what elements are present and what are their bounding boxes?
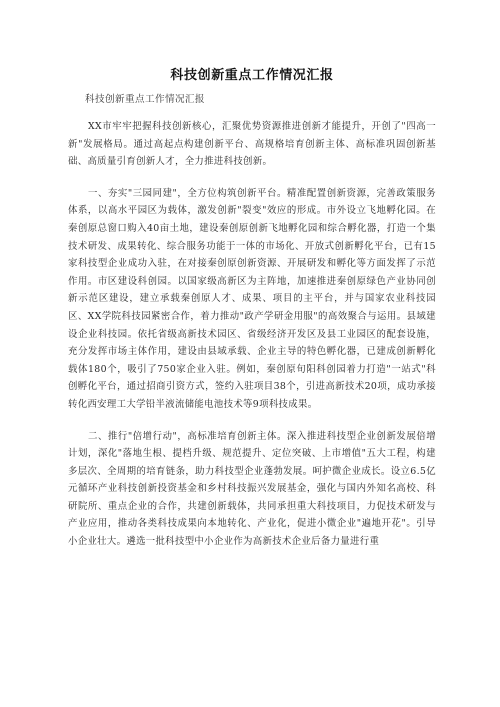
paragraph-section-one: 一、夯实"三园同建"，全方位构筑创新平台。精准配置创新资源，完善政策服务体系，以高水平园区为载体，激发创新"裂变"效应的形成。市外设立飞地孵化园。在秦创原总窗口购入40亩土地，建设秦创原创新飞地孵化园和综合孵化器，打造一个集技术研发、成果转化、综合服务功能于一体的市场化、开放式创新孵化平台，已有15家科技型企业成功入驻，在对接秦创原创新资源、开展研发和孵化等方面发挥了示范作用。市区建设科创园。以国家级高新区为主阵地，加速推进秦创原绿色产业协同创新示范区建设，建立承载秦创原人才、成果、项目的主平台，并与国家农业科技园区、XX学院科技园紧密合作，着力推动"政产学研金用服"的高效聚合与运用。县域建设企业科技园。依托省级高新技术园区、省级经济开发区及县工业园区的配套设施，充分发挥市场主体作用，建设由县域承载、企业主导的特色孵化器，已建成创新孵化载体180个，吸引了750家企业入驻。例如，秦创原旬阳科创园着力打造"一站式"科创孵化平台，通过招商引资方式，签约入驻项目38个，引进高新技术20项，成功承接转化西安理工大学铅半液流储能电池技术等9项科技成果。 (68, 187, 436, 410)
paragraph-section-two: 二、推行"倍增行动"，高标准培育创新主体。深入推进科技型企业创新发展倍增计划，深化"落地生根、提档升级、规范提升、定位突破、上市增值"五大工程，构建多层次、全周期的培育链条，助力科技型企业蓬勃发展。呵护微企业成长。设立6.5亿元循环产业科技创新投资基金和乡村科技振兴发展基金，强化与国内外知名高校、科研院所、重点企业的合作，共建创新载体，共同承担重大科技项目，力促技术研发与产业应用，推动各类科技成果向本地转化、产业化，促进小微企业"遍地开花"。引导小企业壮大。遴选一批科技型中小企业作为高新技术企业后备力量进行重 (68, 430, 436, 548)
paragraph-intro: XX市牢牢把握科技创新核心，汇聚优势资源推进创新才能提升，开创了"四高一新"发展格局。通过高起点构建创新平台、高规格培育创新主体、高标准巩固创新基础、高质量引育创新人才，全力推进科技创新。 (68, 121, 436, 168)
document-title: 科技创新重点工作情况汇报 (170, 68, 334, 83)
document-subtitle: 科技创新重点工作情况汇报 (85, 94, 205, 105)
